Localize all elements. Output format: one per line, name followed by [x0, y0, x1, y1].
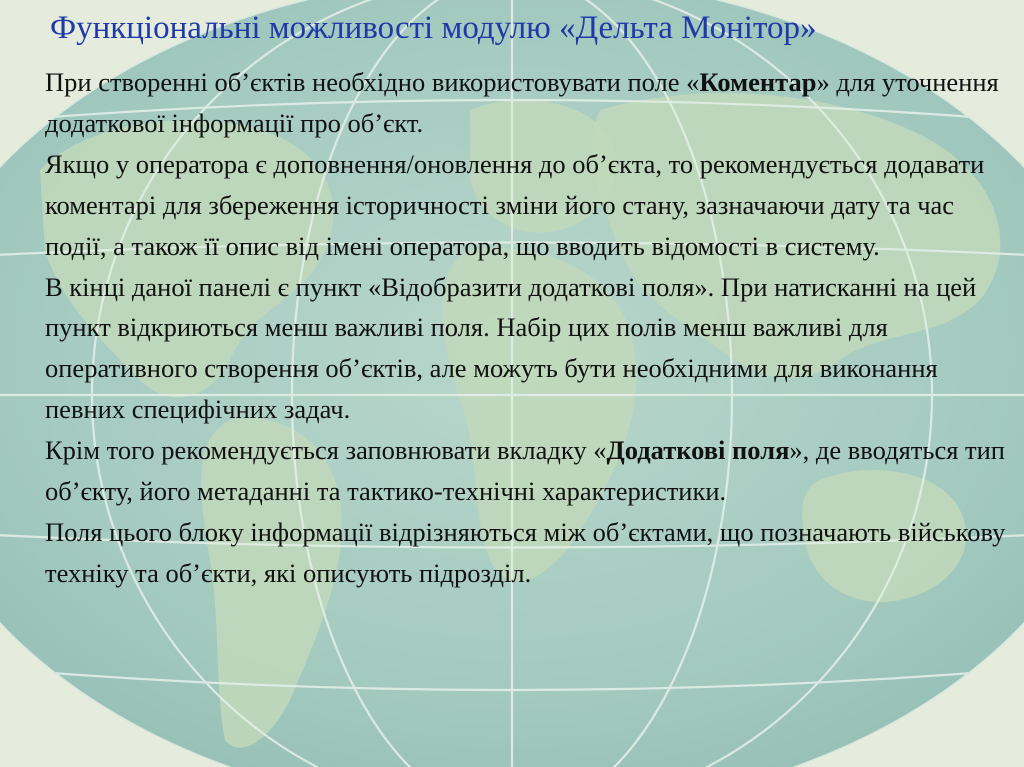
paragraph-block-differences	[45, 512, 1017, 594]
page-title: Функціональні можливості модулю «Дельта Монітор»	[50, 10, 817, 46]
paragraph-comment-field	[45, 62, 1017, 144]
bold-term-comment: Коментар	[699, 67, 817, 97]
paragraph-text: Якщо у оператора є доповнення/оновлення до об’єкта, то рекомендується додавати коментарі для збереження історичності зміни його стану, зазначаючи дату та час події, а також її опис від імені оператора, що вводить відомості в систему.	[45, 148, 985, 261]
paragraph-additional-fields	[45, 267, 1017, 431]
body-text	[45, 62, 1017, 594]
paragraph-text: Крім того рекомендується заповнювати вкладку «	[45, 435, 607, 466]
paragraph-extra-tab	[45, 430, 1017, 512]
paragraph-text: В кінці даної панелі є пункт «Відобразити додаткові поля». При натисканні на цей пункт відкриються менш важливі поля. Набір цих полів менш важливі для оперативного створення об’єктів, але можуть бути необхідними для виконання певних специфічних задач.	[45, 271, 977, 425]
paragraph-text: » для уточнення додаткової інформації про об’єкт.	[45, 67, 999, 138]
paragraph-text: Поля цього блоку інформації відрізняються між об’єктами, що позначають військову техніку та об’єкти, які описують підрозділ.	[45, 516, 1006, 588]
bold-term-extra-fields: Додаткові поля	[606, 435, 790, 466]
paragraph-text: », де вводяться тип об’єкту, його метаданні та тактико-технічні характеристики.	[45, 435, 1005, 507]
paragraph-text: При створенні об’єктів необхідно використовувати поле «	[45, 67, 700, 97]
paragraph-history	[45, 144, 1017, 267]
